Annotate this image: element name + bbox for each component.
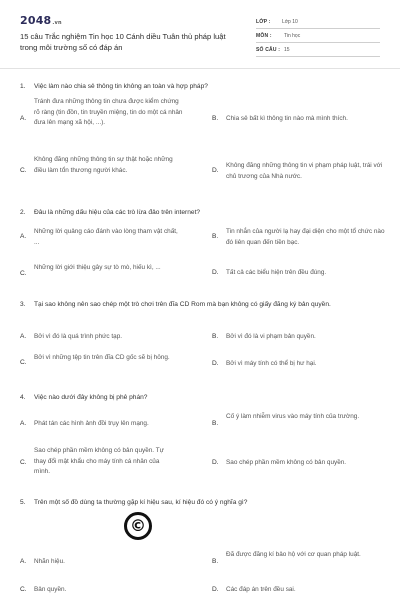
option-letter: C. [20, 359, 27, 366]
header-divider [0, 68, 400, 69]
meta-grade-label: LỚP : [256, 19, 271, 25]
question-text [20, 81, 380, 92]
option-d[interactable] [212, 458, 388, 470]
option-text: Bản quyền. [34, 586, 67, 593]
meta-subject-row [256, 30, 380, 43]
option-text: Nhãn hiệu. [34, 558, 65, 565]
site-logo[interactable] [20, 14, 62, 27]
question-text [20, 207, 380, 218]
option-letter: D. [212, 459, 219, 466]
option-text: Chia sẻ bất kì thông tin nào mà mình thích. [226, 115, 348, 122]
option-letter: D. [212, 586, 219, 593]
option-letter: C. [20, 586, 27, 593]
logo-text: 2048 [20, 14, 52, 27]
document-title: 15 câu Trắc nghiệm Tin học 10 Cánh diều Tuân thủ pháp luật trong môi trường số có đáp án [20, 32, 226, 52]
option-letter: A. [20, 333, 27, 340]
option-a[interactable] [20, 332, 200, 344]
question-text [20, 497, 380, 508]
option-letter: C. [20, 167, 27, 174]
option-text: Tất cả các biểu hiện trên đều đúng. [226, 269, 327, 276]
meta-subject-value: Tin học [284, 33, 301, 39]
option-letter: B. [212, 115, 219, 122]
option-letter: C. [20, 459, 27, 466]
option-a[interactable] [20, 97, 200, 143]
meta-grade-row [256, 16, 380, 29]
option-text: Sao chép phần mềm không có bản quyền. Tự thay đổi mật khẩu cho máy tính cá nhân của mình. [34, 447, 164, 475]
option-letter: A. [20, 420, 27, 427]
meta-grade-value: Lớp 10 [282, 19, 298, 25]
option-a[interactable] [20, 419, 200, 431]
question-text [20, 392, 380, 403]
copyright-symbol-icon [124, 512, 152, 540]
page-header [0, 0, 400, 62]
option-text: Những lời quảng cáo đánh vào lòng tham vật chất, ... [34, 228, 178, 246]
option-b[interactable] [212, 227, 388, 251]
option-c[interactable] [20, 446, 200, 480]
question-body: Tại sao không nên sao chép một trò chơi trên đĩa CD Rom mà bạn không có giấy đăng ký bản quyền. [34, 301, 331, 308]
option-c[interactable] [20, 353, 200, 377]
option-text: Tránh đưa những thông tin chưa được kiểm chứng rõ ràng (tin đồn, tin truyền miệng, tin do một cá nhân đưa lên mạng xã hội, ...). [34, 98, 183, 126]
option-text: Tin nhắn của người lạ hay đại diện cho một tổ chức nào đó liên quan đến tiền bạc. [226, 228, 385, 246]
option-text: Bởi vì đó là quá trình phức tạp. [34, 333, 123, 340]
option-text: Các đáp án trên đều sai. [226, 586, 296, 593]
question-number: 4. [20, 394, 26, 401]
option-text: Bởi vì đó là vi phạm bản quyền. [226, 333, 316, 340]
question-number: 1. [20, 83, 26, 90]
option-letter: B. [212, 558, 219, 565]
meta-subject-label: MÔN : [256, 33, 272, 39]
option-b[interactable] [212, 550, 388, 574]
option-letter: C. [20, 270, 27, 277]
option-text: Phát tán các hình ảnh đồi trụy lên mạng. [34, 420, 149, 427]
question-number: 2. [20, 209, 26, 216]
option-letter: B. [212, 233, 219, 240]
logo-suffix: .vn [52, 20, 62, 26]
question-body: Trên một số đồ dùng ta thường gặp kí hiệu sau, kí hiệu đó có ý nghĩa gì? [34, 499, 248, 506]
option-c[interactable] [20, 155, 200, 189]
option-letter: A. [20, 558, 27, 565]
question-number: 5. [20, 499, 26, 506]
meta-count-value: 15 [284, 47, 290, 53]
option-letter: B. [212, 420, 219, 427]
option-d[interactable] [212, 161, 388, 185]
question-body: Việc nào dưới đây không bị phê phán? [34, 394, 148, 401]
option-letter: A. [20, 233, 27, 240]
question-body: Đâu là những dấu hiệu của các trò lừa đảo trên internet? [34, 209, 201, 216]
question-body: Việc làm nào chia sẻ thông tin không an toàn và hợp pháp? [34, 83, 208, 90]
copyright-glyph: © [130, 516, 146, 535]
option-b[interactable] [212, 412, 388, 436]
option-a[interactable] [20, 557, 200, 569]
option-letter: B. [212, 333, 219, 340]
option-d[interactable] [212, 359, 388, 371]
option-letter: D. [212, 360, 219, 367]
option-b[interactable] [212, 332, 388, 344]
option-letter: A. [20, 115, 27, 122]
option-text: Không đăng những thông tin vi phạm pháp luật, trái với chủ trương của Nhà nước. [226, 162, 383, 180]
question-text [20, 299, 380, 310]
option-c[interactable] [20, 263, 200, 285]
option-a[interactable] [20, 227, 200, 251]
question-number: 3. [20, 301, 26, 308]
option-text: Bởi vì những tệp tin trên đĩa CD gốc sẽ bị hỏng. [34, 354, 170, 361]
option-c[interactable] [20, 585, 200, 597]
option-b[interactable] [212, 114, 388, 126]
option-d[interactable] [212, 585, 388, 597]
option-letter: D. [212, 269, 219, 276]
option-letter: D. [212, 167, 219, 174]
option-text: Bởi vì máy tính có thể bị hư hại. [226, 360, 317, 367]
option-text: Cố ý làm nhiễm virus vào máy tính của trường. [226, 413, 360, 420]
option-text: Sao chép phần mềm không có bản quyền. [226, 459, 347, 466]
meta-count-label: SỐ CÂU : [256, 47, 281, 53]
option-text: Đã được đăng kí bảo hộ với cơ quan pháp luật. [226, 551, 361, 558]
option-d[interactable] [212, 268, 388, 280]
meta-count-row [256, 44, 380, 57]
option-text: Những lời giới thiệu gây sự tò mò, hiếu kì, ... [34, 264, 161, 271]
option-text: Không đăng những thông tin sự thật hoặc những điều làm tổn thương người khác. [34, 156, 173, 174]
